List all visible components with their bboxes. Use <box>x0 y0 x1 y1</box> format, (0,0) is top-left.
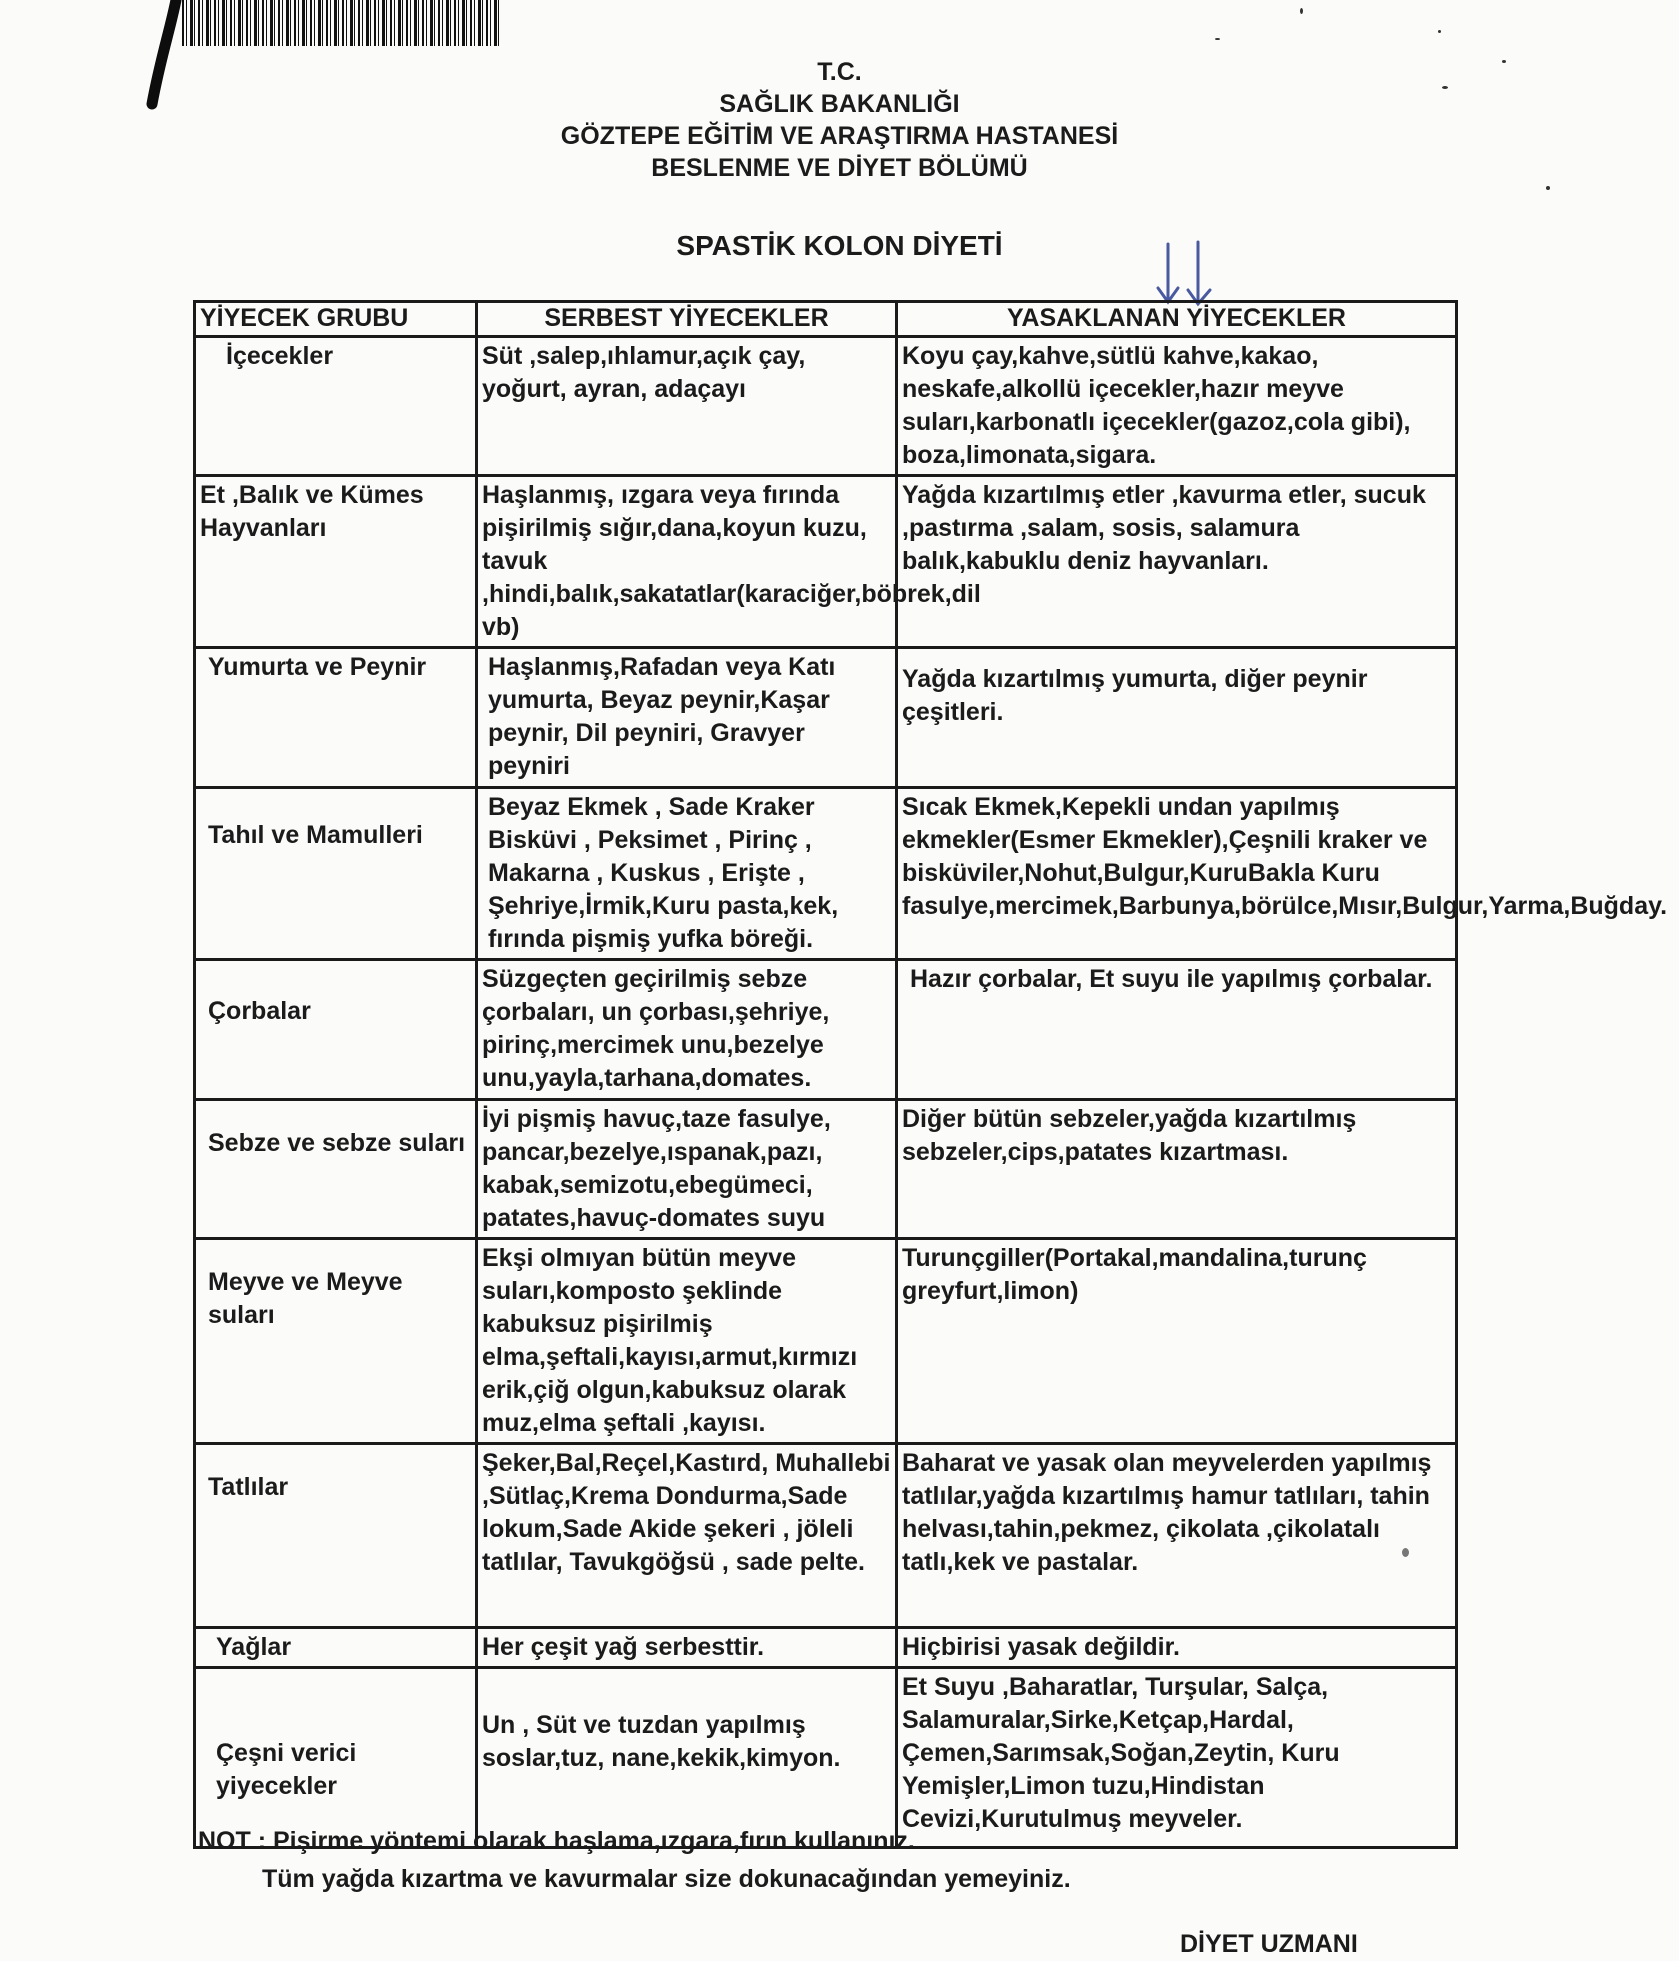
table-header-row <box>195 302 1457 337</box>
food-group-cell: Yumurta ve Peynir <box>195 648 477 788</box>
forbidden-foods-cell: Turunçgiller(Portakal,mandalina,turunç greyfurt,limon) <box>897 1239 1457 1444</box>
note-line-2: Tüm yağda kızartma ve kavurmalar size dokunacağından yemeyiniz. <box>262 1865 1071 1893</box>
table-row <box>195 476 1457 648</box>
forbidden-foods-cell: Hiçbirisi yasak değildir. <box>897 1628 1457 1668</box>
header-line-2: SAĞLIK BAKANLIĞI <box>719 90 960 118</box>
allowed-foods-cell: Ekşi olmıyan bütün meyve suları,komposto şeklinde kabuksuz pişirilmiş elma,şeftali,kayısı,armut,kırmızı erik,çiğ olgun,kabuksuz olarak muz,elma şeftali ,kayısı. <box>477 1239 897 1444</box>
forbidden-foods-cell: Koyu çay,kahve,sütlü kahve,kakao, neskafe,alkollü içecekler,hazır meyve suları,karbonatlı içecekler(gazoz,cola gibi), boza,limonata,sigara. <box>897 337 1457 476</box>
food-group-cell: Yağlar <box>195 1628 477 1668</box>
note-line-1: NOT : Pişirme yöntemi olarak haşlama,ızgara,fırın kullanınız. <box>198 1827 915 1855</box>
allowed-foods-cell: Şeker,Bal,Reçel,Kastırd, Muhallebi ,Sütlaç,Krema Dondurma,Sade lokum,Sade Akide şekeri , jöleli tatlılar, Tavukgöğsü , sade pelte. <box>477 1444 897 1628</box>
allowed-foods-cell: Beyaz Ekmek , Sade Kraker Bisküvi , Peksimet , Pirinç , Makarna , Kuskus , Erişte , Şehriye,İrmik,Kuru pasta,kek, fırında pişmiş yufka böreği. <box>477 788 897 960</box>
header-food-group: YİYECEK GRUBU <box>195 302 477 337</box>
allowed-foods-cell: Haşlanmış, ızgara veya fırında pişirilmiş sığır,dana,koyun kuzu, tavuk ,hindi,balık,sakatatlar(karaciğer,böbrek,dil vb) <box>477 476 897 648</box>
header-line-1: T.C. <box>817 58 862 86</box>
table-row <box>195 337 1457 476</box>
barcode <box>182 0 502 46</box>
allowed-foods-cell: Her çeşit yağ serbesttir. <box>477 1628 897 1668</box>
food-group-cell: Et ,Balık ve Kümes Hayvanları <box>195 476 477 648</box>
food-group-cell: İçecekler <box>195 337 477 476</box>
forbidden-foods-cell: Et Suyu ,Baharatlar, Turşular, Salça, Salamuralar,Sirke,Ketçap,Hardal, Çemen,Sarımsak,Soğan,Zeytin, Kuru Yemişler,Limon tuzu,Hindistan Cevizi,Kurutulmuş meyveler. <box>897 1668 1457 1848</box>
diet-table <box>193 300 1668 1849</box>
forbidden-foods-cell: Yağda kızartılmış yumurta, diğer peynir çeşitleri. <box>897 648 1457 788</box>
document-title: SPASTİK KOLON DİYETİ <box>676 230 1003 261</box>
forbidden-foods-cell: Hazır çorbalar, Et suyu ile yapılmış çorbalar. <box>897 960 1457 1100</box>
header-forbidden-foods: YASAKLANAN YİYECEKLER <box>897 302 1457 337</box>
scan-speck <box>1438 30 1441 33</box>
forbidden-foods-cell: Diğer bütün sebzeler,yağda kızartılmış sebzeler,cips,patates kızartması. <box>897 1100 1457 1239</box>
note <box>198 1822 1071 1898</box>
signature-label: DİYET UZMANI <box>1180 1930 1358 1958</box>
header-line-3: GÖZTEPE EĞİTİM VE ARAŞTIRMA HASTANESİ <box>560 122 1119 150</box>
allowed-foods-cell: İyi pişmiş havuç,taze fasulye, pancar,bezelye,ıspanak,pazı, kabak,semizotu,ebegümeci, patates,havuç-domates suyu <box>477 1100 897 1239</box>
food-group-cell: Sebze ve sebze suları <box>195 1100 477 1239</box>
food-group-cell: Tahıl ve Mamulleri <box>195 788 477 960</box>
table-row <box>195 1239 1457 1444</box>
allowed-foods-cell: Süzgeçten geçirilmiş sebze çorbaları, un çorbası,şehriye, pirinç,mercimek unu,bezelye unu,yayla,tarhana,domates. <box>477 960 897 1100</box>
food-group-cell: Çorbalar <box>195 960 477 1100</box>
institution-header <box>0 56 1679 184</box>
forbidden-foods-cell: Baharat ve yasak olan meyvelerden yapılmış tatlılar,yağda kızartılmış hamur tatlıları, tahin helvası,tahin,pekmez, çikolata ,çikolatalı tatlı,kek ve pastalar. <box>897 1444 1457 1628</box>
scan-speck <box>1215 38 1220 40</box>
food-group-cell: Meyve ve Meyve suları <box>195 1239 477 1444</box>
allowed-foods-cell: Süt ,salep,ıhlamur,açık çay, yoğurt, ayran, adaçayı <box>477 337 897 476</box>
header-line-4: BESLENME VE DİYET BÖLÜMÜ <box>651 154 1028 182</box>
scan-speck <box>1546 186 1550 190</box>
table-row <box>195 1444 1457 1628</box>
table-row <box>195 1100 1457 1239</box>
table-row <box>195 648 1457 788</box>
table-row <box>195 1668 1457 1848</box>
forbidden-foods-cell: Sıcak Ekmek,Kepekli undan yapılmış ekmekler(Esmer Ekmekler),Çeşnili kraker ve bisküviler,Nohut,Bulgur,KuruBakla Kuru fasulye,mercimek,Barbunya,börülce,Mısır,Bulgur,Yarma,Buğday. <box>897 788 1457 960</box>
food-group-cell: Tatlılar <box>195 1444 477 1628</box>
header-allowed-foods: SERBEST YİYECEKLER <box>477 302 897 337</box>
scan-speck <box>1300 8 1303 14</box>
table-row <box>195 1628 1457 1668</box>
forbidden-foods-cell: Yağda kızartılmış etler ,kavurma etler, sucuk ,pastırma ,salam, sosis, salamura balık,kabuklu deniz hayvanları. <box>897 476 1457 648</box>
allowed-foods-cell: Un , Süt ve tuzdan yapılmış soslar,tuz, nane,kekik,kimyon. <box>477 1668 897 1848</box>
allowed-foods-cell: Haşlanmış,Rafadan veya Katı yumurta, Beyaz peynir,Kaşar peynir, Dil peyniri, Gravyer peyniri <box>477 648 897 788</box>
food-group-cell: Çeşni verici yiyecekler <box>195 1668 477 1848</box>
table-row <box>195 960 1457 1100</box>
table-row <box>195 788 1457 960</box>
